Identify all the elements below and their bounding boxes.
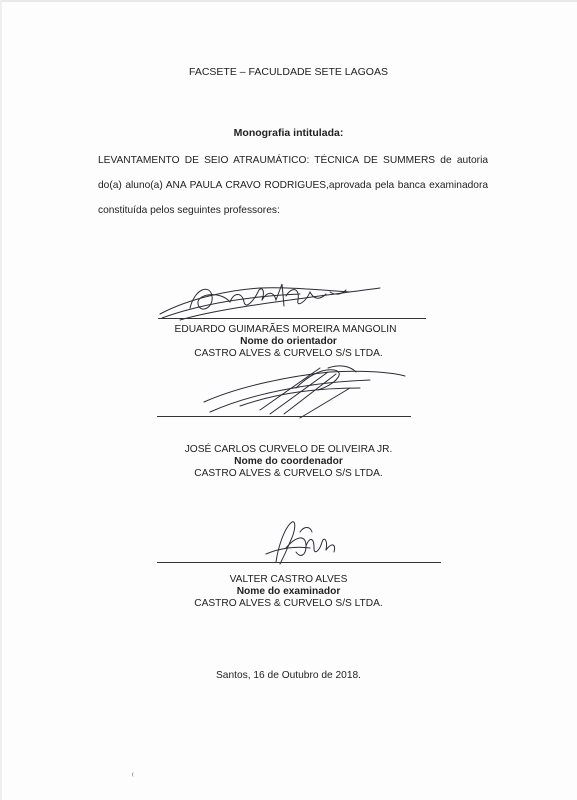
handwritten-signature-examinador [256,518,346,568]
scan-edge-top [0,0,577,2]
signature-line-examinador [157,562,441,563]
signer-org-examinador: CASTRO ALVES & CURVELO S/S LTDA. [194,598,383,609]
signer-name-examinador: VALTER CASTRO ALVES [229,574,348,585]
approval-paragraph: LEVANTAMENTO DE SEIO ATRAUMÁTICO: TÉCNICA DE SUMMERS de autoria do(a) aluno(a) ANA PAULA CRAVO RODRIGUES,aprovada pela banca examinadora constituída pelos seguintes professores: [98,155,488,216]
signer-org-coordenador: CASTRO ALVES & CURVELO S/S LTDA. [194,468,383,479]
monograph-subtitle: Monografia intitulada: [233,127,344,139]
signer-role-coordenador: Nome do coordenador [234,456,343,467]
handwritten-signature-orientador [150,278,390,328]
handwritten-signature-coordenador [200,362,410,422]
signer-name-coordenador: JOSÉ CARLOS CURVELO DE OLIVEIRA JR. [184,444,393,455]
scan-speck [132,772,136,777]
signer-role-examinador: Nome do examinador [236,586,341,597]
signer-name-orientador: EDUARDO GUIMARÃES MOREIRA MANGOLIN [174,324,397,335]
signer-role-orientador: Nome do orientador [240,336,337,347]
signer-org-orientador: CASTRO ALVES & CURVELO S/S LTDA. [194,348,383,359]
institution-header: FACSETE – FACULDADE SETE LAGOAS [189,66,388,78]
signature-line-coordenador [157,416,411,417]
signature-line-orientador [158,318,426,319]
document-date: Santos, 16 de Outubro de 2018. [216,670,361,681]
